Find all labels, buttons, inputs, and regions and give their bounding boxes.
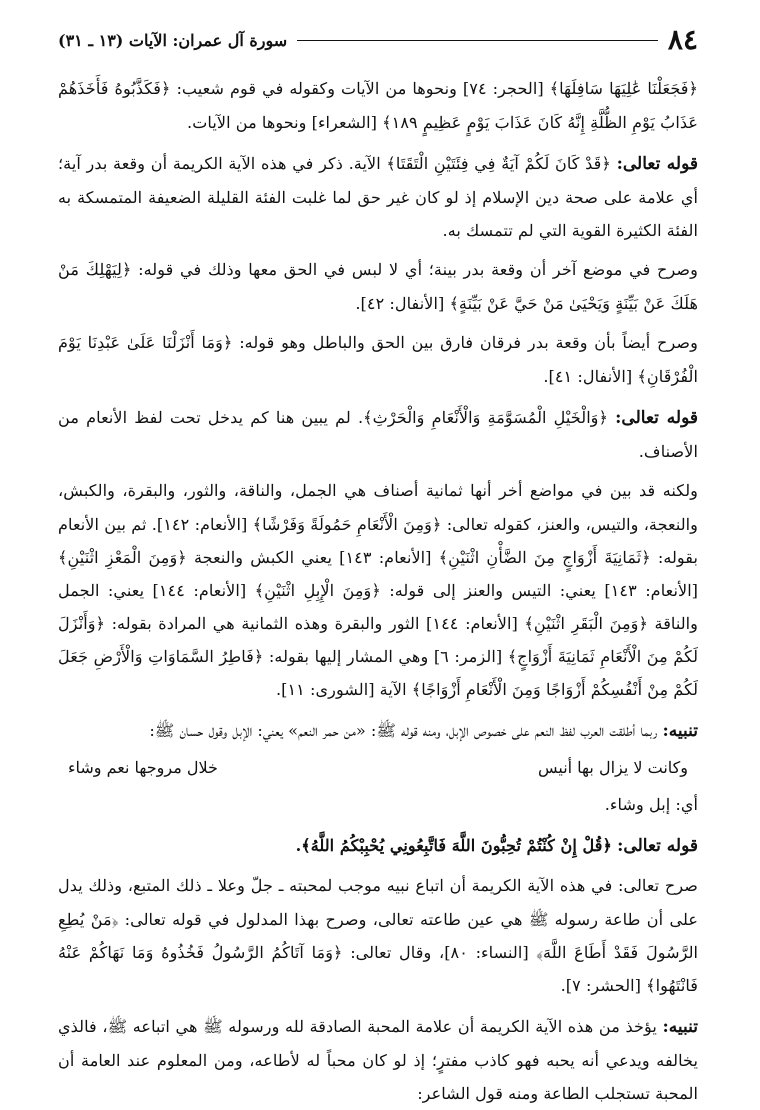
page-body bbox=[58, 72, 698, 1110]
paragraph-8 bbox=[58, 869, 698, 1002]
paragraph-text: ﴿قَدْ كَانَ لَكُمْ آيَةٌ فِي فِئَتَيْنِ الْتَقَتَا﴾ الآية. ذكر في هذه الآية الكريمة أن وقعة بدر آية؛ أي علامة على صحة دين الإسلام إذ لو كان غير حق لما غلبت الفئة القليلة الضعيفة المتمسكة به الفئة الكثيرة القوية التي لم تتمسك به. bbox=[58, 154, 698, 240]
page-number: ٨٤ bbox=[667, 23, 698, 56]
paragraph-text: يؤخذ من هذه الآية الكريمة أن علامة المحبة الصادقة لله ورسوله ﷺ هي اتباعه ﷺ، فالذي يخالفه ويدعي أنه يحبه فهو كاذب مفترٍ؛ إذ لو كان محباً له لأطاعه، ومن المعلوم عند العامة أن المحبة تستجلب الطاعة ومنه قول الشاعر: bbox=[58, 1017, 698, 1103]
section-heading bbox=[58, 829, 698, 863]
paragraph-3 bbox=[58, 253, 698, 320]
paragraph-text: ﴿وَالْخَيْلِ الْمُسَوَّمَةِ وَالْأَنْعَامِ وَالْحَرْثِ﴾. لم يبين هنا كم يدخل تحت لفظ الأنعام من الأصناف. bbox=[58, 408, 698, 461]
paragraph-text: ﴿فَجَعَلْنَا عَٰلِيَهَا سَافِلَهَا﴾ [الحجر: ٧٤] ونحوها من الآيات وكقوله في قوم شعيب: ﴿فَكَذَّبُوهُ فَأَخَذَهُمْ عَذَابُ يَوْمِ الظُّلَّةِ إِنَّهُ كَانَ عَذَابَ يَوْمٍ عَظِيمٍ ١٨٩﴾ [الشعراء] ونحوها من الآيات. bbox=[58, 79, 698, 132]
poem-explanation: أي: إبل وشاء. bbox=[604, 795, 698, 814]
poem-first-hemistich: وكانت لا يزال بها أنيس bbox=[537, 758, 688, 777]
poem-second-hemistich: خلال مروجها نعم وشاء bbox=[68, 758, 218, 777]
paragraph-2 bbox=[58, 147, 698, 247]
paragraph-lead: قوله تعالى: bbox=[615, 408, 698, 428]
page-header bbox=[58, 22, 698, 58]
section-verse: ﴿قُلْ إِنْ كُنْتُمْ تُحِبُّونَ اللَّهَ فَاتَّبِعُونِي يُحْبِبْكُمُ اللَّهُ﴾. bbox=[295, 836, 612, 855]
paragraph-lead: تنبيه: bbox=[662, 1017, 699, 1037]
section-lead: قوله تعالى: bbox=[617, 836, 698, 856]
paragraph-7 bbox=[58, 714, 698, 748]
paragraph-text: ربما أطلقت العرب لفظ النعم على خصوص الإبل، ومنه قوله ﷺ: «من حمر النعم» يعني: الإبل وقول حسان ﷺ: bbox=[149, 721, 658, 740]
paragraph-9 bbox=[58, 1010, 698, 1110]
paragraph-text: وصرح في موضع آخر أن وقعة بدر بينة؛ أي لا لبس في الحق معها وذلك في قوله: ﴿لِيَهْلِكَ مَنْ هَلَكَ عَنْ بَيِّنَةٍ وَيَحْيَىٰ مَنْ حَيَّ عَنْ بَيِّنَةٍ﴾ [الأنفال: ٤٢]. bbox=[58, 260, 698, 313]
paragraph-lead: تنبيه: bbox=[662, 721, 698, 741]
paragraph-6 bbox=[58, 474, 698, 706]
paragraph-5 bbox=[58, 401, 698, 468]
paragraph-text: صرح تعالى: في هذه الآية الكريمة أن اتباع نبيه موجب لمحبته ـ جلّ وعلا ـ ذلك المتبع، وذلك يدل على أن طاعة رسوله ﷺ هي عين طاعته تعالى، وصرح بهذا المدلول في قوله تعالى: ﴿مَنْ يُطِعِ الرَّسُولَ فَقَدْ أَطَاعَ اللَّهَ﴾ [النساء: ٨٠]، وقال تعالى: ﴿وَمَا آتَاكُمُ الرَّسُولُ فَخُذُوهُ وَمَا نَهَاكُمْ عَنْهُ فَانْتَهُوا﴾ [الحشر: ٧]. bbox=[58, 876, 698, 995]
paragraph-text: وصرح أيضاً بأن وقعة بدر فرقان فارق بين الحق والباطل وهو قوله: ﴿وَمَا أَنْزَلْنَا عَلَىٰ عَبْدِنَا يَوْمَ الْفُرْقَانِ﴾ [الأنفال: ٤١]. bbox=[58, 333, 698, 386]
paragraph-lead: قوله تعالى: bbox=[616, 154, 698, 174]
paragraph-4 bbox=[58, 326, 698, 393]
paragraph-text: ولكنه قد بين في مواضع أخر أنها ثمانية أصناف هي الجمل، والناقة، والثور، والبقرة، والكبش، والنعجة، والتيس، والعنز، كقوله تعالى: ﴿وَمِنَ الْأَنْعَامِ حَمُولَةً وَفَرْشًا﴾ [الأنعام: ١٤٢]. ثم بين الأنعام بقوله: ﴿ثَمَانِيَةَ أَزْوَاجٍ مِنَ الضَّأْنِ اثْنَيْنِ﴾ [الأنعام: ١٤٣] يعني الكبش والنعجة ﴿وَمِنَ الْمَعْزِ اثْنَيْنِ﴾ [الأنعام: ١٤٣] يعني: التيس والعنز إلى قوله: ﴿وَمِنَ الْإِبِلِ اثْنَيْنِ﴾ [الأنعام: ١٤٤] يعني: الجمل والناقة ﴿وَمِنَ الْبَقَرِ اثْنَيْنِ﴾ [الأنعام: ١٤٤] الثور والبقرة وهذه الثمانية هي المرادة بقوله: ﴿وَأَنْزَلَ لَكُمْ مِنَ الْأَنْعَامِ ثَمَانِيَةَ أَزْوَاجٍ﴾ [الزمر: ٦] وهي المشار إليها بقوله: ﴿فَاطِرُ السَّمَاوَاتِ وَالْأَرْضِ جَعَلَ لَكُمْ مِنْ أَنْفُسِكُمْ أَزْوَاجًا وَمِنَ الْأَنْعَامِ أَزْوَاجًا﴾ الآية [الشورى: ١١]. bbox=[58, 481, 699, 699]
poem-verse bbox=[58, 752, 698, 784]
surah-title: سورة آل عمران: الآيات (١٣ ـ ٣١) bbox=[58, 30, 288, 50]
header-rule bbox=[297, 40, 658, 41]
paragraph-1 bbox=[58, 72, 698, 139]
